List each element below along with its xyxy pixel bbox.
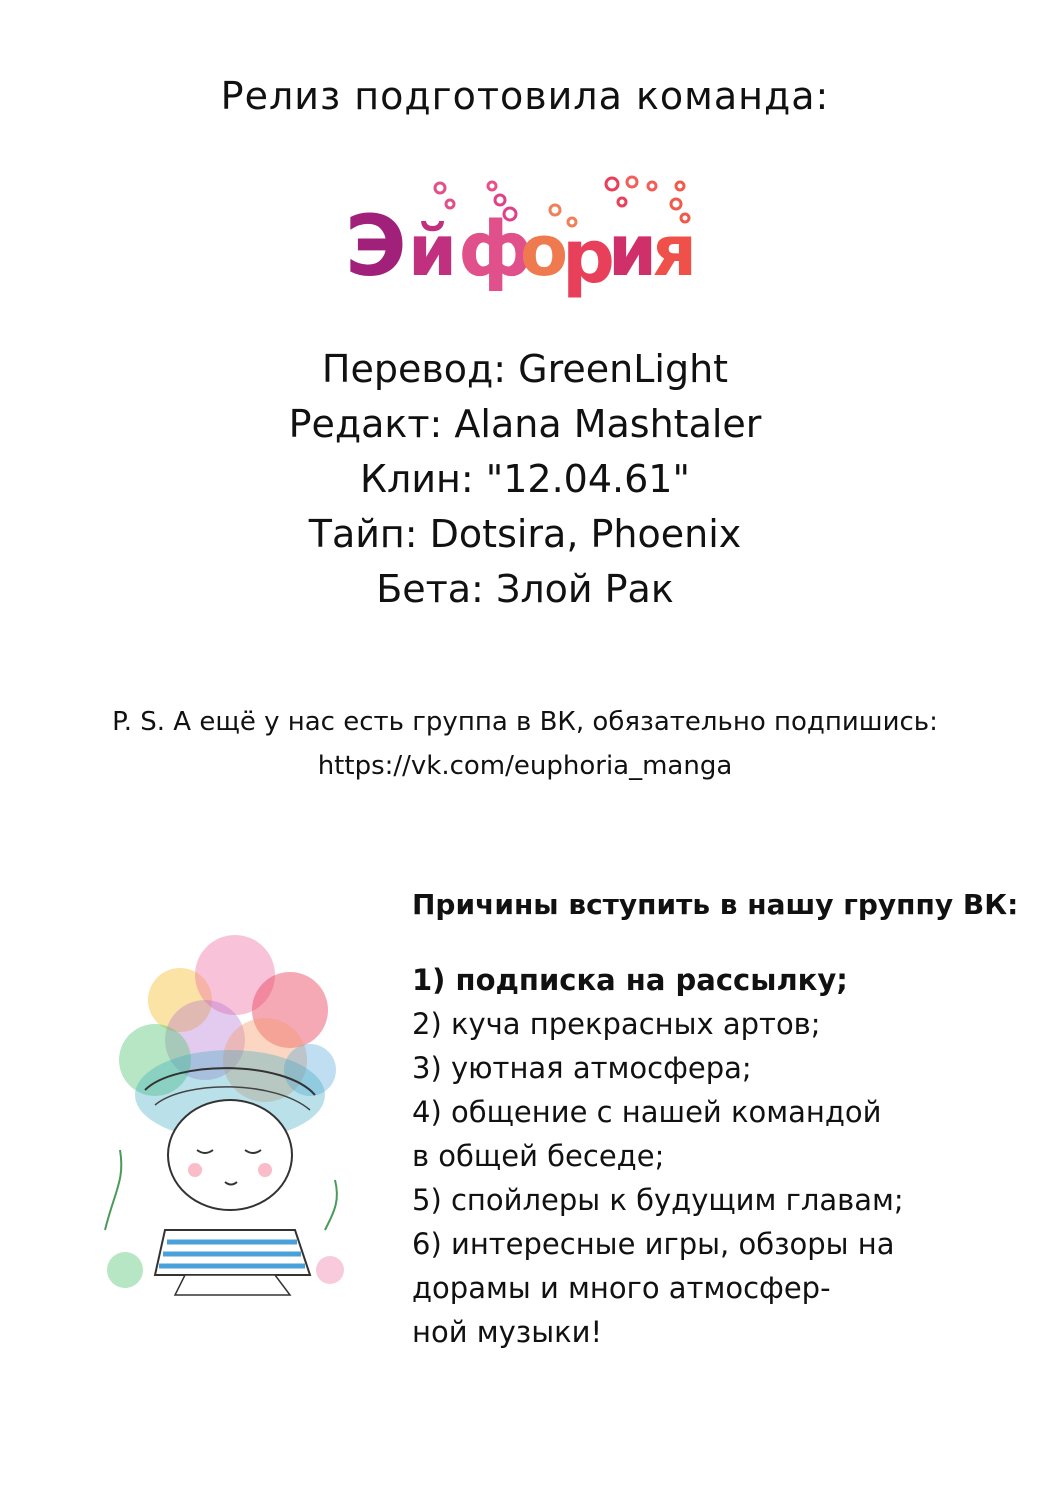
credit-translation xyxy=(0,342,1050,397)
credit-label: Клин: xyxy=(360,457,474,501)
logo-graphic xyxy=(340,170,710,310)
credit-value: GreenLight xyxy=(518,347,729,391)
credits-list xyxy=(0,342,1050,617)
ps-note xyxy=(0,700,1050,788)
credit-value: Alana Mashtaler xyxy=(454,402,762,446)
credit-value: Злой Рак xyxy=(495,567,674,611)
list-item: в общей беседе; xyxy=(412,1139,665,1173)
team-logo xyxy=(340,170,710,310)
credit-label: Редакт: xyxy=(288,402,443,446)
credit-editing xyxy=(0,397,1050,452)
logo-letter: Э xyxy=(345,197,407,295)
logo-letter: и xyxy=(608,210,658,292)
credit-label: Перевод: xyxy=(321,347,507,391)
page-heading: Релиз подготовила команда: xyxy=(220,74,830,118)
credit-value: Dotsira, Phoenix xyxy=(429,512,742,556)
list-item: 1) подписка на рассылку; xyxy=(412,963,848,997)
illustration-graphic xyxy=(85,930,355,1310)
list-item: 6) интересные игры, обзоры на xyxy=(412,1227,895,1261)
credit-value: "12.04.61" xyxy=(485,457,690,501)
reasons-title: Причины вступить в нашу группу ВК: xyxy=(412,888,1019,921)
list-item: 5) спойлеры к будущим главам; xyxy=(412,1183,904,1217)
credit-typesetting xyxy=(0,507,1050,562)
ps-text: P. S. А ещё у нас есть группа в ВК, обязательно подпишись: xyxy=(112,707,938,737)
logo-letter: о xyxy=(520,210,569,292)
list-item: ной музыки! xyxy=(412,1315,603,1349)
credit-label: Тайп: xyxy=(308,512,418,556)
girl-illustration xyxy=(85,930,355,1310)
credit-cleaning xyxy=(0,452,1050,507)
logo-letter: ф xyxy=(458,204,534,293)
logo-letter: я xyxy=(652,210,697,292)
logo-letter: р xyxy=(562,214,615,300)
credit-label: Бета: xyxy=(376,567,484,611)
list-item: 2) куча прекрасных артов; xyxy=(412,1007,821,1041)
vk-group-link[interactable]: https://vk.com/euphoria_manga xyxy=(317,751,733,781)
list-item: 4) общение с нашей командой xyxy=(412,1095,882,1129)
logo-letter: й xyxy=(408,210,458,292)
list-item: 3) уютная атмосфера; xyxy=(412,1051,752,1085)
list-item: дорамы и много атмосфер- xyxy=(412,1271,831,1305)
credit-beta xyxy=(0,562,1050,617)
reasons-list xyxy=(412,958,1012,1354)
